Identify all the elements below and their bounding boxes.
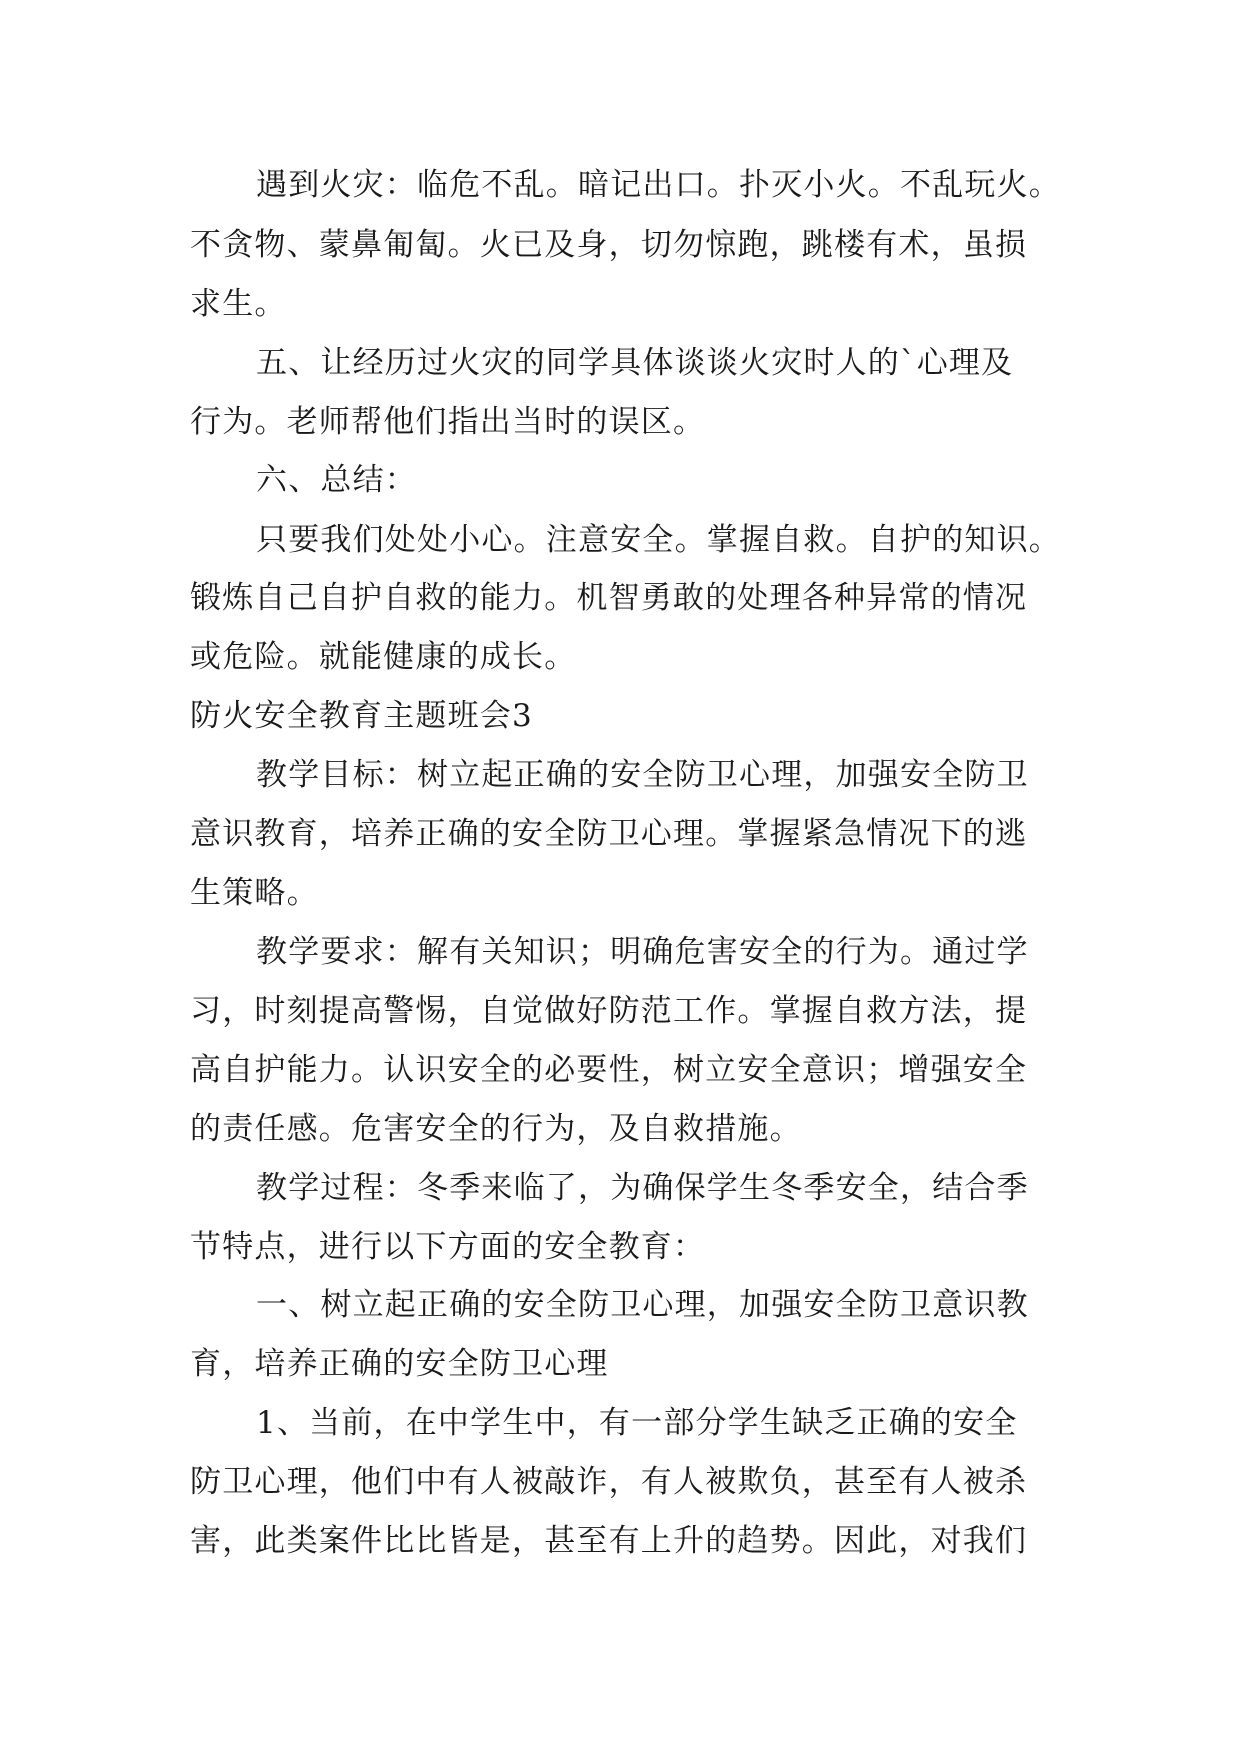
section-heading: 防火安全教育主题班会3 xyxy=(190,698,533,734)
paragraph-line: 锻炼自己自护自救的能力。机智勇敢的处理各种异常的情况 xyxy=(190,580,1028,616)
paragraph-line: 害，此类案件比比皆是，甚至有上升的趋势。因此，对我们 xyxy=(190,1523,1028,1559)
paragraph-line: 教学目标：树立起正确的安全防卫心理，加强安全防卫 xyxy=(256,757,1029,793)
paragraph-line: 行为。老师帮他们指出当时的误区。 xyxy=(190,404,706,440)
paragraph-line: 育，培养正确的安全防卫心理 xyxy=(190,1346,609,1382)
paragraph-line: 不贪物、蒙鼻匍匐。火已及身，切勿惊跑，跳楼有术，虽损 xyxy=(190,227,1028,263)
paragraph-line: 节特点，进行以下方面的安全教育： xyxy=(190,1229,706,1265)
paragraph-line: 六、总结： xyxy=(256,462,417,498)
paragraph-line: 教学要求：解有关知识；明确危害安全的行为。通过学 xyxy=(256,934,1029,970)
paragraph-line: 生策略。 xyxy=(190,875,319,911)
paragraph-line: 高自护能力。认识安全的必要性，树立安全意识；增强安全 xyxy=(190,1052,1028,1088)
paragraph-line: 的责任感。危害安全的行为，及自救措施。 xyxy=(190,1111,802,1147)
paragraph-line: 求生。 xyxy=(190,286,287,322)
paragraph-line: 一、树立起正确的安全防卫心理，加强安全防卫意识教 xyxy=(256,1287,1029,1323)
paragraph-line: 或危险。就能健康的成长。 xyxy=(190,639,577,675)
paragraph-line: 意识教育，培养正确的安全防卫心理。掌握紧急情况下的逃 xyxy=(190,816,1028,852)
paragraph-line: 习，时刻提高警惕，自觉做好防范工作。掌握自救方法，提 xyxy=(190,993,1028,1029)
paragraph-line: 教学过程：冬季来临了，为确保学生冬季安全，结合季 xyxy=(256,1170,1029,1206)
paragraph-line: 1、当前，在中学生中，有一部分学生缺乏正确的安全 xyxy=(256,1405,1018,1441)
paragraph-line: 防卫心理，他们中有人被敲诈，有人被欺负，甚至有人被杀 xyxy=(190,1464,1028,1500)
paragraph-line: 五、让经历过火灾的同学具体谈谈火灾时人的`心理及 xyxy=(256,345,1014,381)
paragraph-line: 只要我们处处小心。注意安全。掌握自救。自护的知识。 xyxy=(256,522,1061,558)
paragraph-line: 遇到火灾：临危不乱。暗记出口。扑灭小火。不乱玩火。 xyxy=(256,167,1061,203)
